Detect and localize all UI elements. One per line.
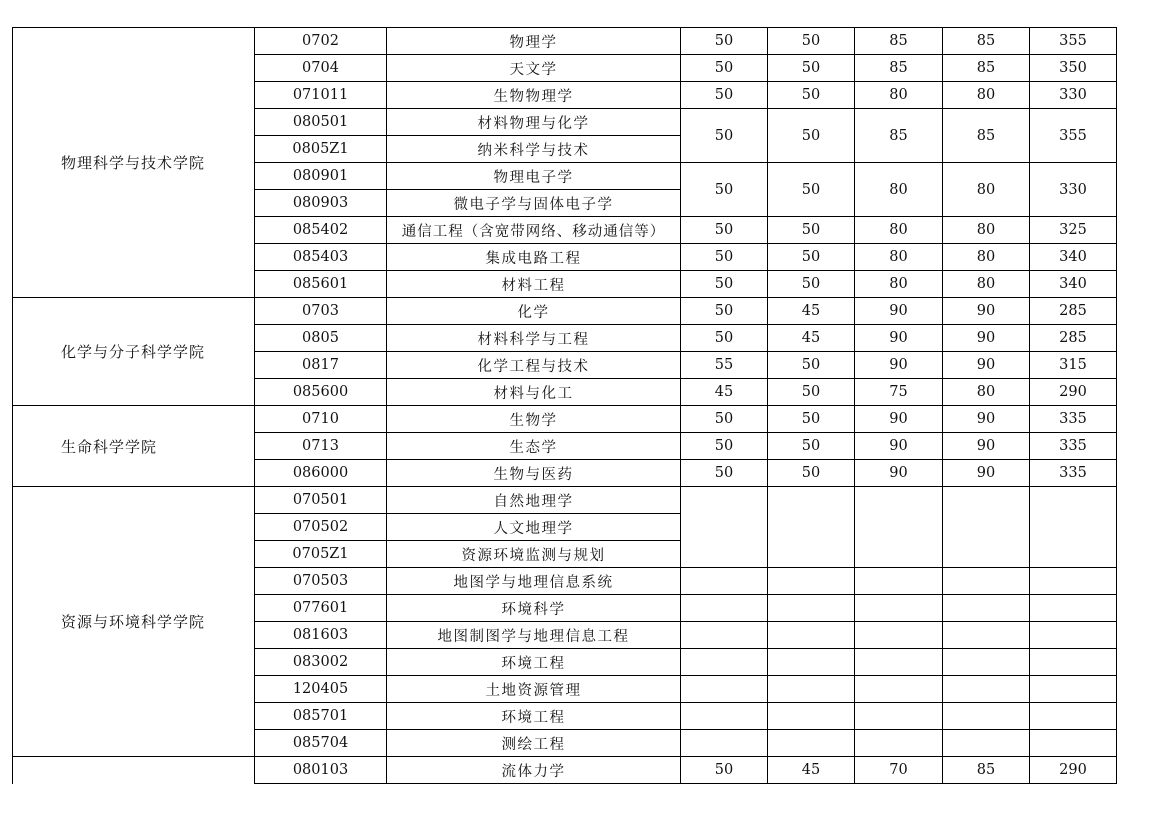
major-name-cell: 资源环境监测与规划: [387, 541, 681, 568]
score-1-cell: 45: [681, 379, 768, 406]
score-1-cell: [681, 676, 768, 703]
major-code-cell: 085402: [255, 217, 387, 244]
table-row: [13, 487, 1117, 514]
score-2-cell: 50: [768, 109, 855, 163]
college-name-cell: [13, 757, 255, 784]
score-4-cell: 80: [943, 244, 1030, 271]
score-1-cell: 50: [681, 460, 768, 487]
score-2-cell: 45: [768, 325, 855, 352]
score-1-cell: 50: [681, 433, 768, 460]
score-3-cell: [855, 595, 943, 622]
major-code-cell: 080901: [255, 163, 387, 190]
score-2-cell: [768, 622, 855, 649]
major-name-cell: 微电子学与固体电子学: [387, 190, 681, 217]
table-row: [13, 28, 1117, 55]
score-2-cell: [768, 568, 855, 595]
major-name-cell: 生态学: [387, 433, 681, 460]
major-name-cell: 测绘工程: [387, 730, 681, 757]
major-code-cell: 070503: [255, 568, 387, 595]
score-4-cell: 80: [943, 163, 1030, 217]
total-score-cell: 315: [1030, 352, 1117, 379]
major-name-cell: 材料工程: [387, 271, 681, 298]
score-4-cell: 90: [943, 406, 1030, 433]
college-name-cell: 生命科学学院: [13, 406, 255, 487]
total-score-cell: [1030, 622, 1117, 649]
score-4-cell: [943, 676, 1030, 703]
major-code-cell: 085701: [255, 703, 387, 730]
major-code-cell: 085403: [255, 244, 387, 271]
score-1-cell: [681, 595, 768, 622]
major-code-cell: 070502: [255, 514, 387, 541]
score-2-cell: 50: [768, 55, 855, 82]
score-1-cell: [681, 568, 768, 595]
score-1-cell: 50: [681, 109, 768, 163]
score-3-cell: [855, 622, 943, 649]
major-code-cell: 081603: [255, 622, 387, 649]
major-name-cell: 生物与医药: [387, 460, 681, 487]
score-4-cell: 80: [943, 271, 1030, 298]
major-name-cell: 环境科学: [387, 595, 681, 622]
score-1-cell: 50: [681, 82, 768, 109]
score-1-cell: 50: [681, 325, 768, 352]
total-score-cell: [1030, 676, 1117, 703]
college-name-cell: 化学与分子科学学院: [13, 298, 255, 406]
total-score-cell: [1030, 649, 1117, 676]
major-name-cell: 天文学: [387, 55, 681, 82]
score-1-cell: 50: [681, 271, 768, 298]
major-code-cell: 071011: [255, 82, 387, 109]
score-2-cell: [768, 730, 855, 757]
major-code-cell: 085601: [255, 271, 387, 298]
score-2-cell: 50: [768, 433, 855, 460]
score-4-cell: 90: [943, 460, 1030, 487]
score-3-cell: 90: [855, 460, 943, 487]
score-4-cell: 85: [943, 757, 1030, 784]
score-4-cell: 90: [943, 433, 1030, 460]
score-3-cell: [855, 649, 943, 676]
score-3-cell: [855, 703, 943, 730]
major-code-cell: 0710: [255, 406, 387, 433]
major-code-cell: 0704: [255, 55, 387, 82]
score-4-cell: [943, 730, 1030, 757]
score-1-cell: [681, 622, 768, 649]
score-3-cell: [855, 730, 943, 757]
major-name-cell: 生物物理学: [387, 82, 681, 109]
score-3-cell: 80: [855, 271, 943, 298]
major-name-cell: 流体力学: [387, 757, 681, 784]
score-3-cell: [855, 487, 943, 568]
score-3-cell: [855, 676, 943, 703]
score-2-cell: 45: [768, 757, 855, 784]
score-4-cell: 80: [943, 379, 1030, 406]
major-name-cell: 自然地理学: [387, 487, 681, 514]
total-score-cell: 290: [1030, 757, 1117, 784]
score-2-cell: 50: [768, 244, 855, 271]
major-code-cell: 080501: [255, 109, 387, 136]
score-3-cell: 90: [855, 433, 943, 460]
score-3-cell: 85: [855, 55, 943, 82]
major-name-cell: 环境工程: [387, 649, 681, 676]
major-code-cell: 083002: [255, 649, 387, 676]
total-score-cell: [1030, 568, 1117, 595]
score-3-cell: 90: [855, 298, 943, 325]
score-2-cell: [768, 649, 855, 676]
total-score-cell: 285: [1030, 298, 1117, 325]
score-1-cell: 50: [681, 217, 768, 244]
total-score-cell: [1030, 703, 1117, 730]
score-4-cell: 90: [943, 352, 1030, 379]
total-score-cell: 340: [1030, 244, 1117, 271]
score-3-cell: 80: [855, 82, 943, 109]
major-code-cell: 077601: [255, 595, 387, 622]
score-4-cell: [943, 487, 1030, 568]
total-score-cell: [1030, 730, 1117, 757]
score-table-sheet: [12, 27, 1116, 784]
major-name-cell: 通信工程（含宽带网络、移动通信等）: [387, 217, 681, 244]
score-4-cell: [943, 568, 1030, 595]
score-table: [12, 27, 1117, 784]
score-4-cell: [943, 703, 1030, 730]
table-row: [13, 406, 1117, 433]
major-name-cell: 地图制图学与地理信息工程: [387, 622, 681, 649]
major-code-cell: 0713: [255, 433, 387, 460]
score-1-cell: [681, 730, 768, 757]
score-2-cell: 50: [768, 28, 855, 55]
total-score-cell: 290: [1030, 379, 1117, 406]
score-2-cell: 50: [768, 406, 855, 433]
score-4-cell: [943, 649, 1030, 676]
major-name-cell: 材料科学与工程: [387, 325, 681, 352]
score-1-cell: 50: [681, 28, 768, 55]
total-score-cell: 340: [1030, 271, 1117, 298]
score-2-cell: 50: [768, 379, 855, 406]
total-score-cell: [1030, 595, 1117, 622]
score-1-cell: 50: [681, 55, 768, 82]
score-4-cell: 90: [943, 298, 1030, 325]
score-2-cell: 50: [768, 352, 855, 379]
score-2-cell: [768, 676, 855, 703]
major-code-cell: 0805: [255, 325, 387, 352]
total-score-cell: 355: [1030, 28, 1117, 55]
score-4-cell: 80: [943, 82, 1030, 109]
major-code-cell: 0702: [255, 28, 387, 55]
major-code-cell: 120405: [255, 676, 387, 703]
score-1-cell: 55: [681, 352, 768, 379]
major-name-cell: 材料物理与化学: [387, 109, 681, 136]
major-name-cell: 集成电路工程: [387, 244, 681, 271]
score-4-cell: 85: [943, 28, 1030, 55]
score-3-cell: 85: [855, 109, 943, 163]
score-3-cell: 80: [855, 244, 943, 271]
score-4-cell: [943, 595, 1030, 622]
score-1-cell: 50: [681, 244, 768, 271]
score-3-cell: 80: [855, 163, 943, 217]
score-2-cell: [768, 487, 855, 568]
major-name-cell: 化学: [387, 298, 681, 325]
score-1-cell: [681, 649, 768, 676]
major-code-cell: 0817: [255, 352, 387, 379]
score-1-cell: [681, 487, 768, 568]
score-3-cell: 75: [855, 379, 943, 406]
score-2-cell: 50: [768, 82, 855, 109]
score-4-cell: [943, 622, 1030, 649]
score-1-cell: 50: [681, 298, 768, 325]
score-4-cell: 80: [943, 217, 1030, 244]
total-score-cell: 350: [1030, 55, 1117, 82]
score-2-cell: [768, 703, 855, 730]
score-2-cell: 50: [768, 271, 855, 298]
score-2-cell: 50: [768, 163, 855, 217]
score-1-cell: 50: [681, 406, 768, 433]
score-3-cell: [855, 568, 943, 595]
score-2-cell: 45: [768, 298, 855, 325]
score-3-cell: 85: [855, 28, 943, 55]
score-3-cell: 70: [855, 757, 943, 784]
major-code-cell: 0705Z1: [255, 541, 387, 568]
table-row: [13, 298, 1117, 325]
score-4-cell: 85: [943, 55, 1030, 82]
major-name-cell: 地图学与地理信息系统: [387, 568, 681, 595]
score-2-cell: [768, 595, 855, 622]
total-score-cell: 330: [1030, 163, 1117, 217]
score-2-cell: 50: [768, 460, 855, 487]
major-name-cell: 物理电子学: [387, 163, 681, 190]
score-2-cell: 50: [768, 217, 855, 244]
major-name-cell: 物理学: [387, 28, 681, 55]
major-code-cell: 070501: [255, 487, 387, 514]
college-name-cell: 物理科学与技术学院: [13, 28, 255, 298]
total-score-cell: 355: [1030, 109, 1117, 163]
score-3-cell: 90: [855, 325, 943, 352]
score-3-cell: 90: [855, 406, 943, 433]
major-name-cell: 化学工程与技术: [387, 352, 681, 379]
major-name-cell: 纳米科学与技术: [387, 136, 681, 163]
score-1-cell: 50: [681, 757, 768, 784]
total-score-cell: 335: [1030, 406, 1117, 433]
total-score-cell: 335: [1030, 460, 1117, 487]
total-score-cell: [1030, 487, 1117, 568]
major-code-cell: 0805Z1: [255, 136, 387, 163]
total-score-cell: 325: [1030, 217, 1117, 244]
total-score-cell: 330: [1030, 82, 1117, 109]
score-1-cell: 50: [681, 163, 768, 217]
major-name-cell: 材料与化工: [387, 379, 681, 406]
major-name-cell: 环境工程: [387, 703, 681, 730]
score-1-cell: [681, 703, 768, 730]
major-code-cell: 080103: [255, 757, 387, 784]
major-code-cell: 085704: [255, 730, 387, 757]
major-name-cell: 土地资源管理: [387, 676, 681, 703]
score-3-cell: 90: [855, 352, 943, 379]
score-4-cell: 85: [943, 109, 1030, 163]
major-code-cell: 085600: [255, 379, 387, 406]
major-name-cell: 人文地理学: [387, 514, 681, 541]
total-score-cell: 335: [1030, 433, 1117, 460]
major-code-cell: 086000: [255, 460, 387, 487]
score-3-cell: 80: [855, 217, 943, 244]
total-score-cell: 285: [1030, 325, 1117, 352]
major-code-cell: 0703: [255, 298, 387, 325]
major-name-cell: 生物学: [387, 406, 681, 433]
major-code-cell: 080903: [255, 190, 387, 217]
score-4-cell: 90: [943, 325, 1030, 352]
table-row: [13, 757, 1117, 784]
college-name-cell: 资源与环境科学学院: [13, 487, 255, 757]
